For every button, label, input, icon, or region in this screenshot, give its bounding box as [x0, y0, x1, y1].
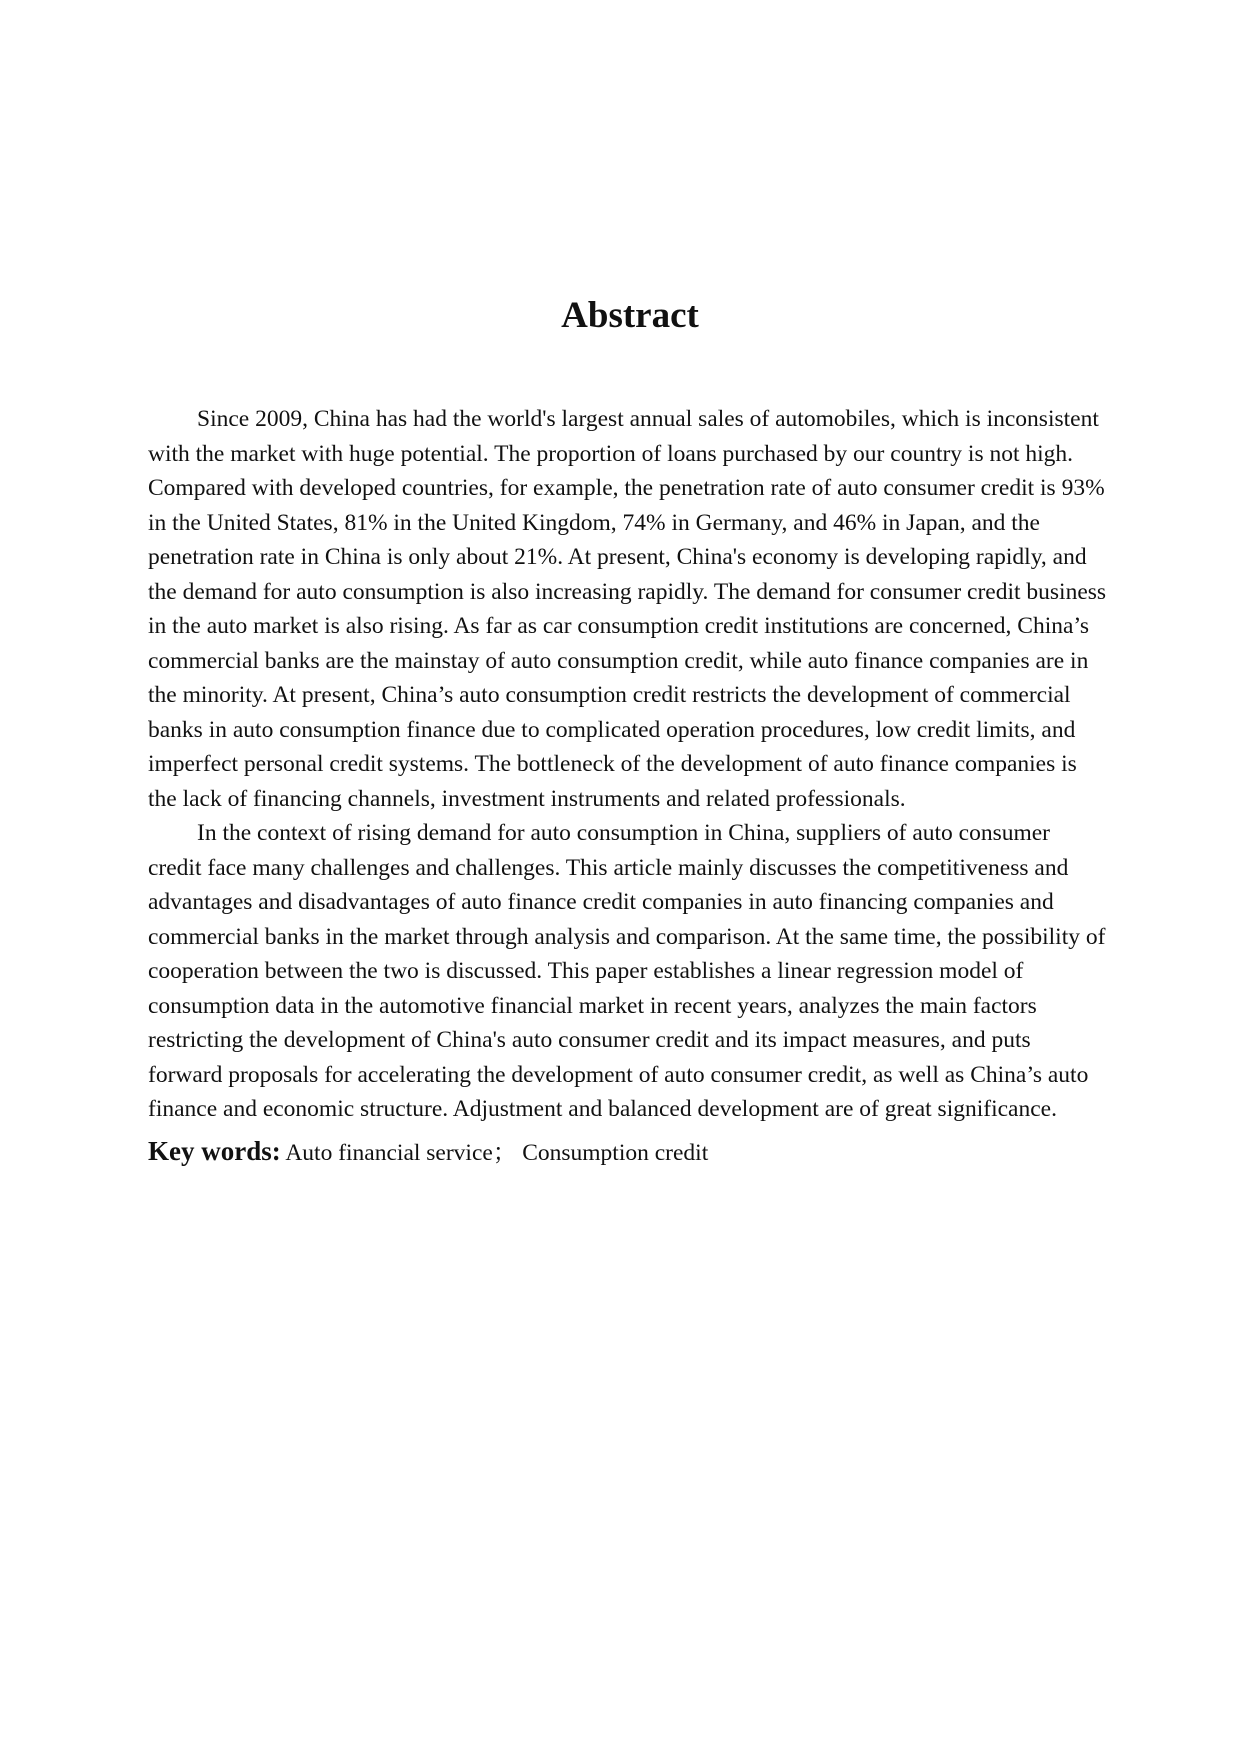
- keywords-line: [148, 1133, 1108, 1171]
- keyword-separator: ；: [492, 1139, 517, 1166]
- keywords-label: Key words:: [148, 1135, 281, 1166]
- abstract-title: Abstract: [561, 295, 699, 336]
- keyword-item: Consumption credit: [522, 1139, 709, 1166]
- abstract-body: [148, 402, 1108, 1171]
- keyword-item: Auto financial service: [285, 1139, 493, 1166]
- abstract-paragraph-2: In the context of rising demand for auto consumption in China, suppliers of auto consumer credit face many challenges and challenges. This article mainly discusses the competitiveness and advantages and disadvantages of auto finance credit companies in auto financing companies and commercial banks in the market through analysis and comparison. At the same time, the possibility of cooperation between the two is discussed. This paper establishes a linear regression model of consumption data in the automotive financial market in recent years, analyzes the main factors restricting the development of China's auto consumer credit and its impact measures, and puts forward proposals for accelerating the development of auto consumer credit, as well as China’s auto finance and economic structure. Adjustment and balanced development are of great significance.: [148, 820, 1106, 1122]
- abstract-paragraph-1: Since 2009, China has had the world's largest annual sales of automobiles, which is inconsistent with the market with huge potential. The proportion of loans purchased by our country is not high. Compared with developed countries, for example, the penetration rate of auto consumer credit is 93% in the United States, 81% in the United Kingdom, 74% in Germany, and 46% in Japan, and the penetration rate in China is only about 21%. At present, China's economy is developing rapidly, and the demand for auto consumption is also increasing rapidly. The demand for consumer credit business in the auto market is also rising. As far as car consumption credit institutions are concerned, China’s commercial banks are the mainstay of auto consumption credit, while auto finance companies are in the minority. At present, China’s auto consumption credit restricts the development of commercial banks in auto consumption finance due to complicated operation procedures, low credit limits, and imperfect personal credit systems. The bottleneck of the development of auto finance companies is the lack of financing channels, investment instruments and related professionals.: [148, 406, 1107, 812]
